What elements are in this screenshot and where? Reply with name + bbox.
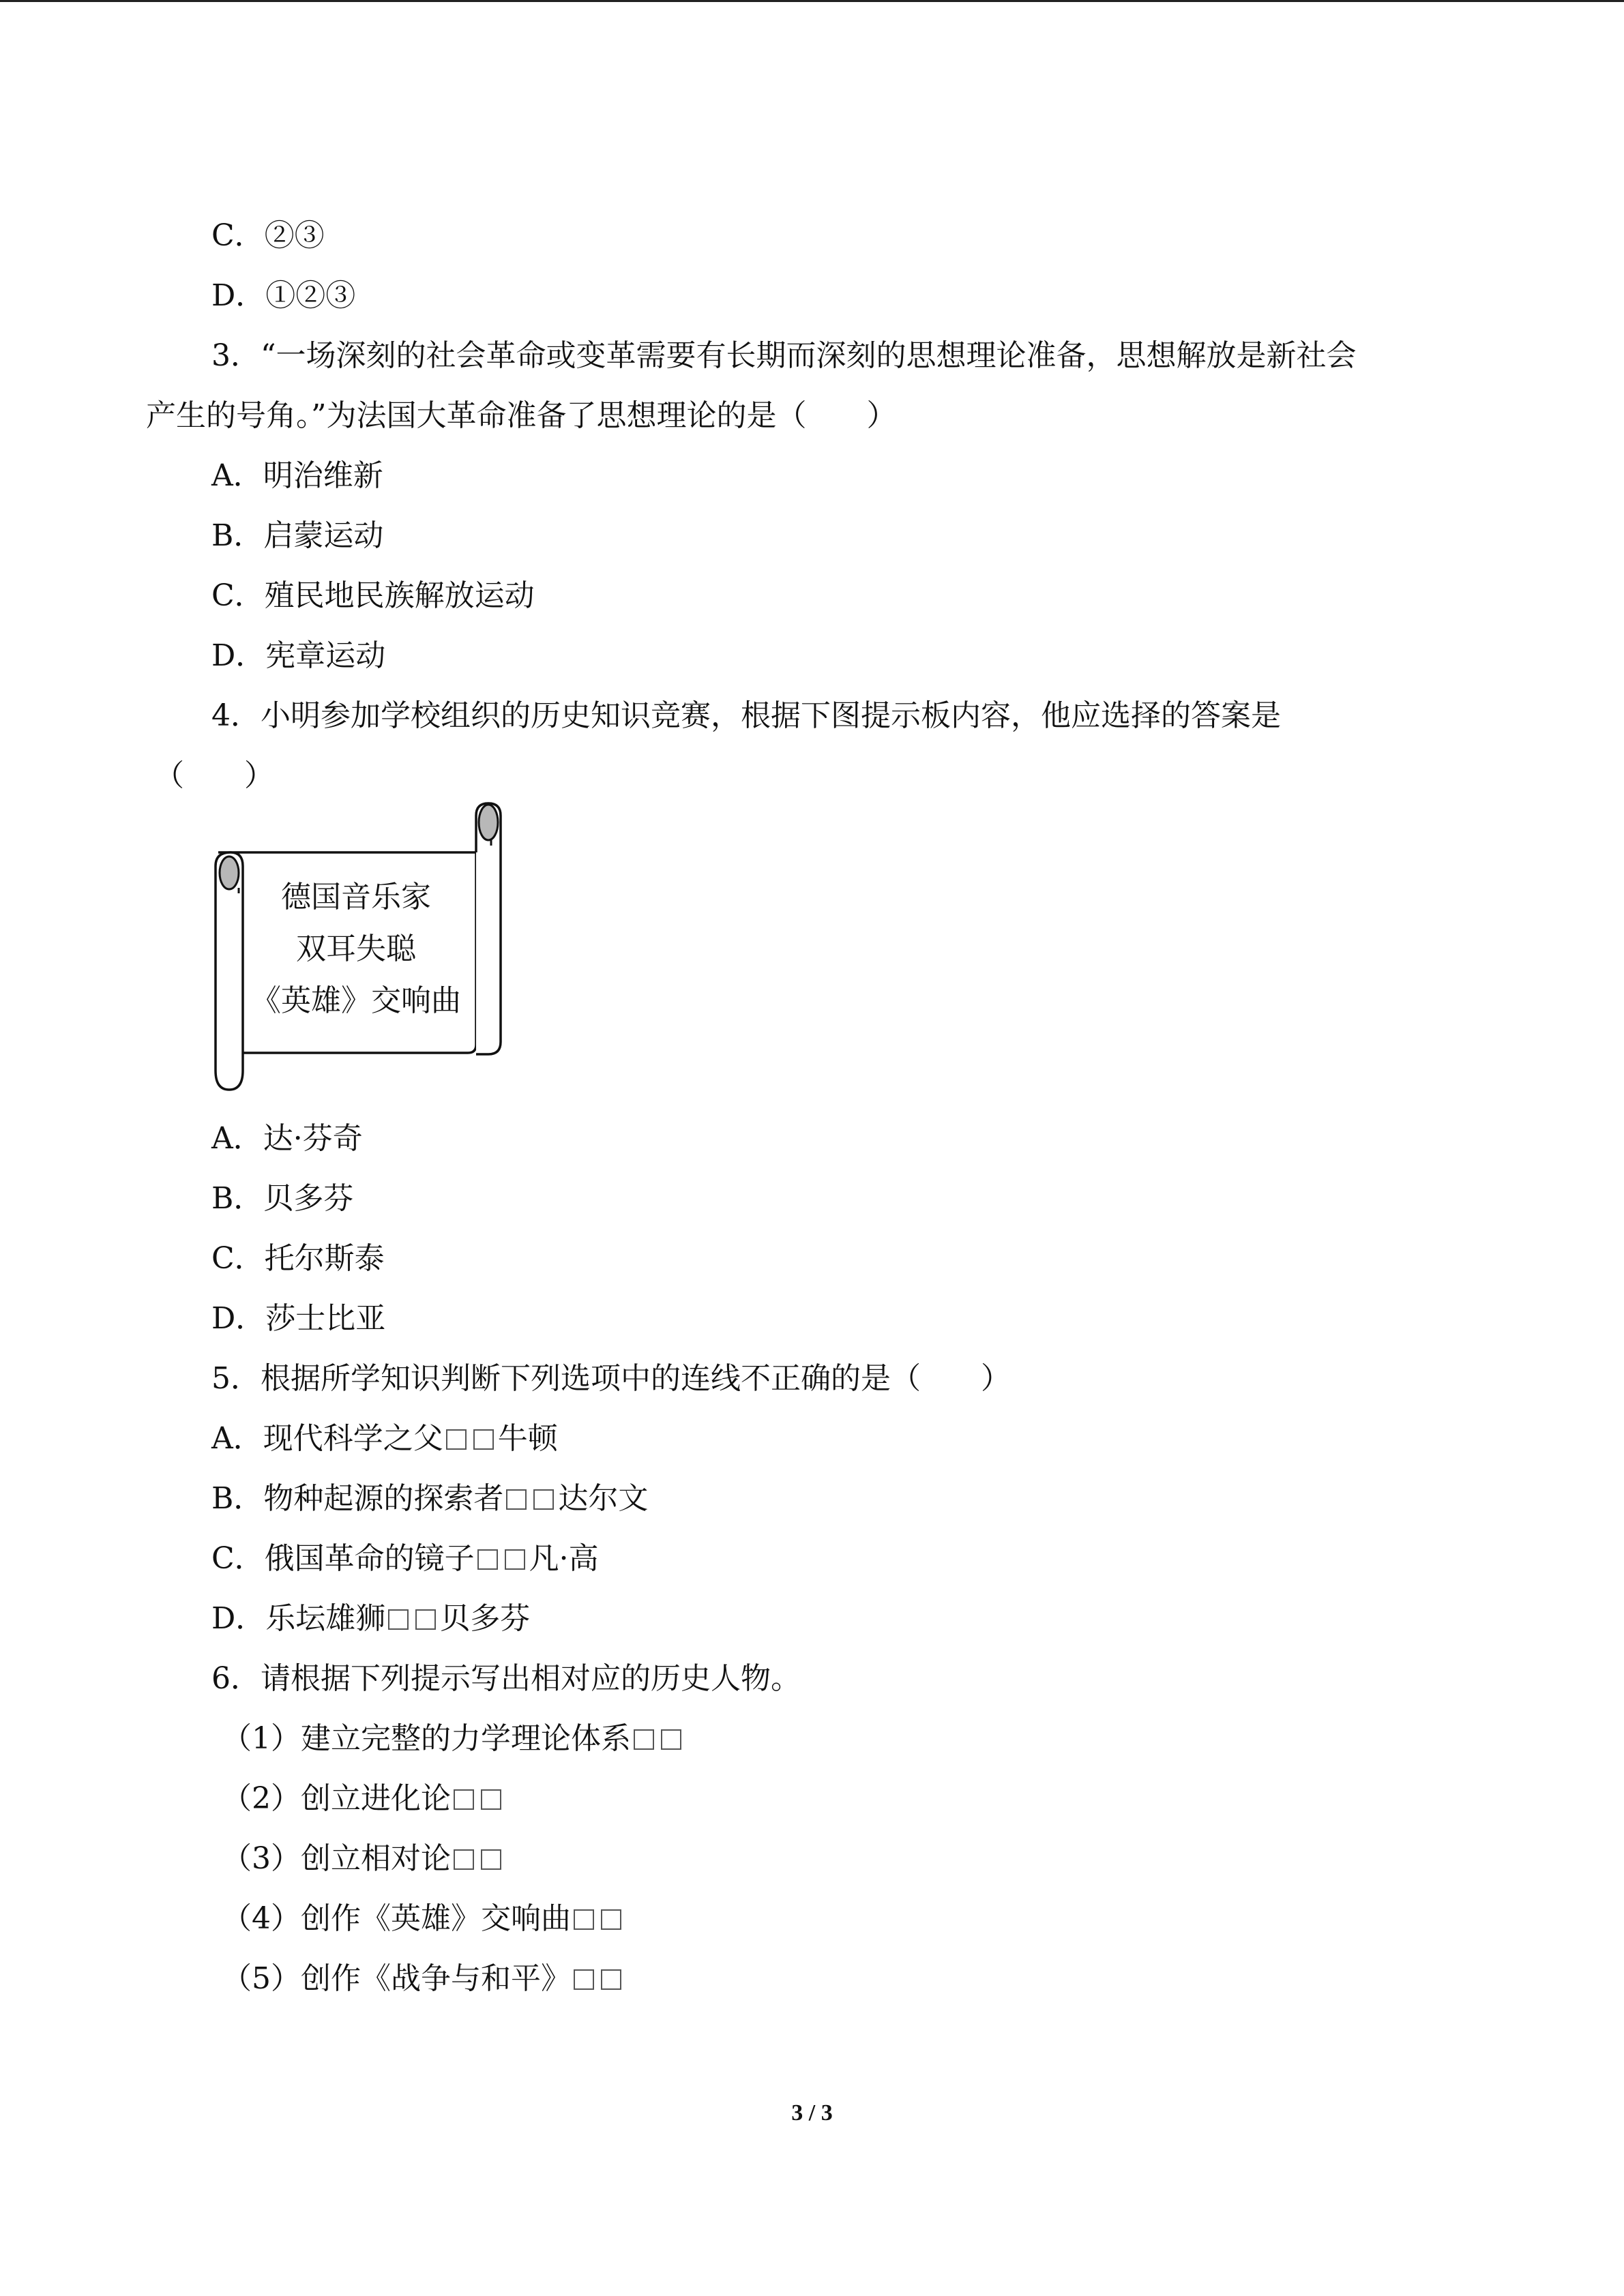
q5-stem: 5．根据所学知识判断下列选项中的连线不正确的是（ ）: [211, 1361, 1011, 1396]
q4-stem-line2: （ ）: [154, 758, 274, 793]
q6-item-4-text: （4）创作《英雄》交响曲: [222, 1901, 571, 1936]
q2-option-d: D．①②③: [211, 278, 356, 313]
q6-item-1: [222, 1718, 685, 1759]
blank-box: [533, 1489, 554, 1510]
answer-blank-box: [574, 1969, 594, 1990]
page-number: 3 / 3: [791, 2100, 833, 2126]
q6-item-2: [222, 1778, 505, 1819]
blank-box: [505, 1549, 525, 1570]
q5-option-d-answer: 贝多芬: [440, 1601, 531, 1636]
q3-option-d: D．宪章运动: [211, 638, 386, 673]
q5-option-a-text: A．现代科学之父: [211, 1421, 443, 1456]
q6-item-5: [222, 1958, 625, 1999]
answer-blank-box: [454, 1849, 474, 1870]
q5-option-b-text: B．物种起源的探索者: [211, 1481, 504, 1516]
blank-box: [506, 1489, 527, 1510]
q5-option-c: [211, 1538, 599, 1579]
hint-scroll-board: [205, 798, 512, 1098]
q6-item-3-text: （3）创立相对论: [222, 1841, 451, 1876]
q5-option-d-text: D．乐坛雄狮: [211, 1601, 386, 1636]
answer-blank-box: [601, 1909, 621, 1930]
answer-blank-box: [481, 1849, 501, 1870]
blank-box: [415, 1609, 436, 1630]
q5-option-b-answer: 达尔文: [558, 1481, 649, 1516]
blank-box: [446, 1429, 467, 1450]
answer-blank-box: [601, 1969, 621, 1990]
answer-blank-box: [634, 1729, 654, 1750]
q5-option-b: [211, 1478, 648, 1519]
top-border: [0, 0, 1624, 2]
q3-option-a: A．明治维新: [211, 458, 383, 493]
q5-option-a: [211, 1418, 558, 1459]
blank-box: [477, 1549, 498, 1570]
q6-item-3: [222, 1838, 505, 1879]
q6-item-1-text: （1）建立完整的力学理论体系: [222, 1721, 631, 1756]
q4-stem-line1: 4．小明参加学校组织的历史知识竞赛，根据下图提示板内容，他应选择的答案是: [211, 698, 1281, 733]
answer-blank-box: [661, 1729, 681, 1750]
scroll-line-3: 《英雄》交响曲: [251, 983, 461, 1018]
answer-blank-box: [574, 1909, 594, 1930]
q5-option-c-text: C．俄国革命的镜子: [211, 1541, 475, 1576]
scroll-line-2: 双耳失聪: [296, 931, 416, 966]
q4-option-b: B．贝多芬: [211, 1181, 354, 1216]
q6-stem: 6．请根据下列提示写出相对应的历史人物。: [211, 1661, 801, 1696]
q5-option-d: [211, 1598, 530, 1639]
blank-box: [388, 1609, 409, 1630]
q4-option-a: A．达·芬奇: [211, 1121, 363, 1156]
scroll-line-1: 德国音乐家: [281, 880, 431, 914]
q4-option-c: C．托尔斯泰: [211, 1241, 385, 1276]
answer-blank-box: [481, 1789, 501, 1810]
q5-option-a-answer: 牛顿: [497, 1421, 558, 1456]
q3-option-b: B．启蒙运动: [211, 518, 384, 553]
q3-option-c: C．殖民地民族解放运动: [211, 578, 535, 613]
q3-stem-line1: 3．“一场深刻的社会革命或变革需要有长期而深刻的思想理论准备，思想解放是新社会: [211, 338, 1357, 373]
q5-option-c-answer: 凡·高: [529, 1541, 599, 1576]
q6-item-5-text: （5）创作《战争与和平》: [222, 1961, 571, 1996]
q3-stem-line2: 产生的号角。”为法国大革命准备了思想理论的是（ ）: [146, 398, 897, 433]
q2-option-c: C．②③: [211, 218, 325, 253]
blank-box: [473, 1429, 494, 1450]
q6-item-2-text: （2）创立进化论: [222, 1781, 451, 1816]
scroll-text: [240, 871, 472, 1027]
answer-blank-box: [454, 1789, 474, 1810]
q4-option-d: D．莎士比亚: [211, 1301, 386, 1336]
q6-item-4: [222, 1898, 625, 1939]
